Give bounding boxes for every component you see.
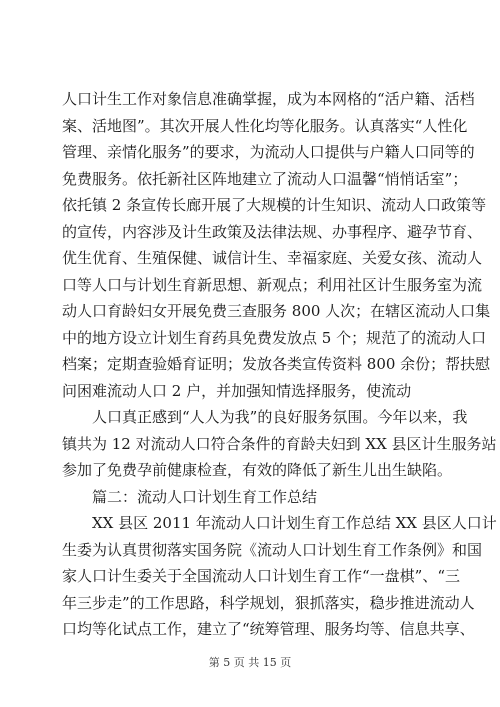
text-line: 年三步走”的工作思路，科学规划，狠抓落实，稳步推进流动人: [62, 593, 475, 612]
text-line: 的宣传，内容涉及计生政策及法律法规、办事程序、避孕节育、: [62, 222, 483, 241]
text-line: 案、活地图”。其次开展人性化均等化服务。认真落实“人性化: [62, 116, 468, 135]
paragraph-first-line: 人口真正感到“人人为我”的良好服务氛围。今年以来，我: [92, 408, 468, 426]
page-footer: 第 5 页 共 15 页: [208, 656, 292, 669]
text-line: 动人口育龄妇女开展免费三查服务 800 人次；在辖区流动人口集: [62, 302, 491, 320]
text-line: 口等人口与计划生育新思想、新观点；利用社区计生服务室为流: [62, 275, 483, 294]
paragraph-first-line: XX 县区 2011 年流动人口计划生育工作总结 XX 县区人口计: [92, 514, 497, 532]
section-heading: 篇二：流动人口计划生育工作总结: [92, 487, 318, 506]
document-body: [62, 86, 497, 643]
text-line: 依托镇 2 条宣传长廊开展了大规模的计生知识、流动人口政策等: [62, 196, 487, 214]
text-line: 参加了免费孕前健康检查，有效的降低了新生儿出生缺陷。: [62, 461, 453, 479]
text-line: 管理、亲情化服务”的要求，为流动人口提供与户籍人口同等的: [62, 143, 475, 161]
text-line: 优生优育、生殖保健、诚信计生、幸福家庭、关爱女孩、流动人: [62, 249, 483, 267]
text-line: 人口计生工作对象信息准确掌握，成为本网格的“活户籍、活档: [62, 90, 475, 108]
text-line: 档案；定期查验婚育证明；发放各类宣传资料 800 余份；帮扶慰: [62, 355, 491, 373]
text-line: 生委为认真贯彻落实国务院《流动人口计划生育工作条例》和国: [62, 540, 483, 559]
text-line: 中的地方设立计划生育药具免费发放点 5 个；规范了的流动人口: [62, 328, 487, 347]
text-line: 问困难流动人口 2 户，并加强知情选择服务，使流动: [62, 381, 412, 400]
text-line: 免费服务。依托新社区阵地建立了流动人口温馨“悄悄话室”；: [62, 169, 468, 188]
text-line: 家人口计生委关于全国流动人口计划生育工作“一盘棋”、“三: [62, 567, 461, 585]
text-line: 口均等化试点工作，建立了“统筹管理、服务均等、信息共享、: [62, 620, 475, 638]
text-line: 镇共为 12 对流动人口符合条件的育龄夫妇到 XX 县区计生服务站: [62, 434, 497, 453]
